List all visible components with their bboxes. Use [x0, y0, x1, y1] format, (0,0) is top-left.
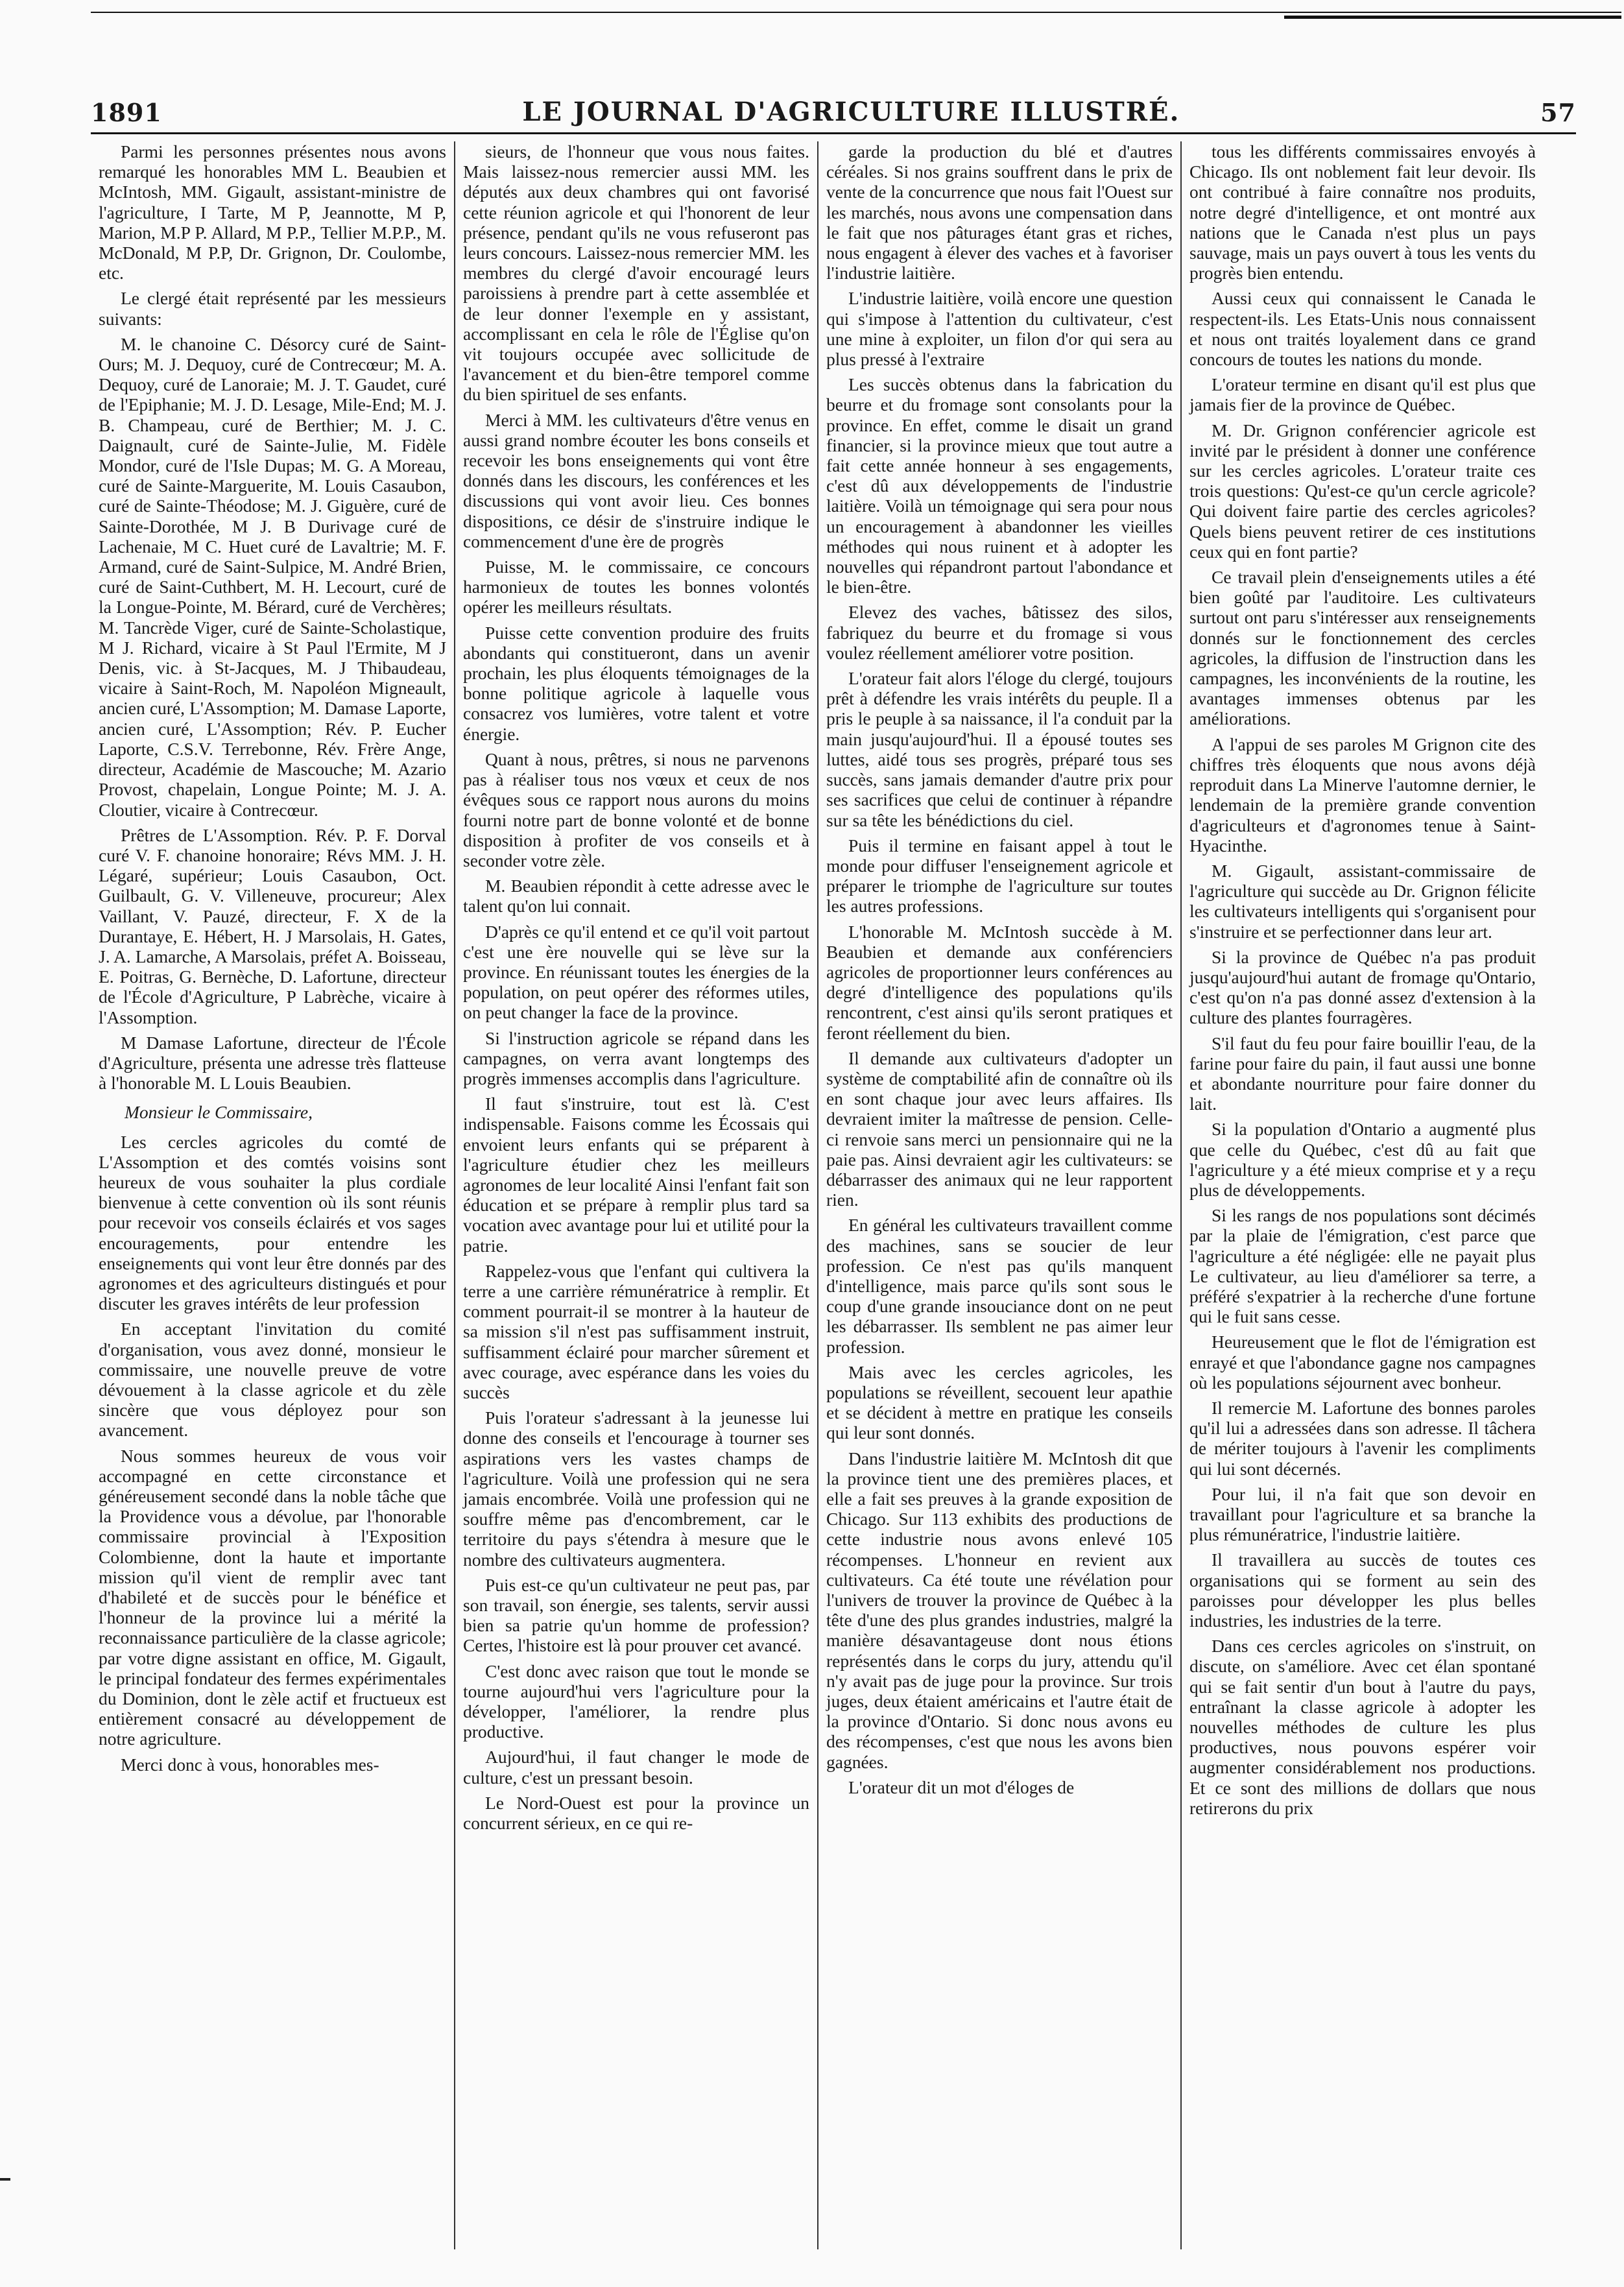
header-rule — [91, 132, 1576, 134]
paragraph: Le Nord-Ouest est pour la province un concurrent sérieux, en ce qui re- — [463, 1792, 809, 1834]
paragraph: Dans l'industrie laitière M. McIntosh dit que la province tient une des premières places, et elle a fait ses preuves à la grande exposition de Chicago. Sur 113 exhibits des productions de cette industrie nous avons enlevé 105 récompenses. L'honneur en revient aux cultivateurs. Ca été toute une révélation pour l'univers de trouver la province de Québec à la tête d'une des plus grandes industries, malgré la manière désavantageuse dont nous étions représentés dans le corps du jury, attendu qu'il n'y avait pas de juge pour la province. Sur trois juges, deux étaient américains et l'autre était de la province d'Ontario. Si donc nous avons eu des récompenses, c'est que nous les avons bien gagnées. — [826, 1448, 1173, 1772]
paragraph: M. le chanoine C. Désorcy curé de Saint-Ours; M. J. Dequoy, curé de Contrecœur; M. A. Dequoy, curé de Lanoraie; M. J. T. Gaudet, curé de l'Epiphanie; M. J. D. Lesage, Mile-End; M. J. B. Champeau, curé de Berthier; M. J. C. Daignault, curé de Sainte-Julie, M. Fidèle Mondor, curé de l'Isle Dupas; M. G. A Moreau, curé de Sainte-Marguerite, M. Louis Casaubon, curé de Sainte-Théodose; M. J. Giguère, curé de Sainte-Dorothée, M J. B Durivage curé de Lachenaie, M C. Huet curé de Lavaltrie; M. F. Armand, curé de Saint-Sulpice, M. André Brien, curé de Saint-Cuthbert, M. H. Lecourt, curé de la Longue-Pointe, M. Bérard, curé de Verchères; M. Tancrède Viger, curé de Sainte-Scholastique, M J. Richard, vicaire à St Paul l'Ermite, M J Denis, vic. à St-Jacques, M. J Thibaudeau, vicaire à Saint-Roch, M. Napoléon Migneault, ancien curé, L'Assomption; M. Damase Laporte, ancien curé, L'Assomption; Rév. P. Eucher Laporte, C.S.V. Terrebonne, Rév. Frère Ange, directeur, Académie de Mascouche; M. Azario Provost, chapelain, Longue Pointe; M. J. A. Cloutier, vicaire à Contrecœur. — [99, 333, 446, 820]
paragraph: Aussi ceux qui connaissent le Canada le respectent-ils. Les Etats-Unis nous connaissent et nous ont traités loyalement dans ce grand concours de toutes les nations du monde. — [1189, 288, 1536, 370]
column-2 — [454, 141, 817, 2249]
paragraph: Si l'instruction agricole se répand dans les campagnes, on verra avant longtemps des progrès immenses accomplis dans l'agriculture. — [463, 1027, 809, 1088]
paragraph: Ce travail plein d'enseignements utiles a été bien goûté par l'auditoire. Les cultivateurs surtout ont paru s'intéresser aux renseignements donnés sur le fonctionnement des cercles agricoles, la diffusion de l'instruction dans les campagnes, les inconvénients de la routine, les avantages immenses obtenus par les améliorations. — [1189, 567, 1536, 729]
paragraph: Le clergé était représenté par les messieurs suivants: — [99, 288, 446, 329]
paragraph: Quant à nous, prêtres, si nous ne parvenons pas à réaliser tous nos vœux et ceux de nos évêques sous ce rapport nous aurons du moins fourni notre part de bonne volonté et de bonne disposition à profiter de vos conseils et à seconder votre zèle. — [463, 748, 809, 870]
paragraph: Parmi les personnes présentes nous avons remarqué les honorables MM L. Beaubien et McIntosh, MM. Gigault, assistant-ministre de l'agriculture, I Tarte, M P, Jeannotte, M P, Marion, M.P P. Allard, M P.P., Tellier M.P.P., M. McDonald, M P.P, Dr. Grignon, Dr. Coulombe, etc. — [99, 141, 446, 283]
page-number: 57 — [1540, 98, 1576, 127]
paragraph: En général les cultivateurs travaillent comme des machines, sans se soucier de leur profession. Ce n'est pas qu'ils manquent d'intelligence, mais parce qu'ils sont sous le coup d'une grande insouciance dont on ne peut les débarrasser. Ils semblent ne pas aimer leur profession. — [826, 1215, 1173, 1357]
paragraph: sieurs, de l'honneur que vous nous faites. Mais laissez-nous remercier aussi MM. les députés aux deux chambres qui ont favorisé cette réunion agricole et qui l'honorent de leur présence, pendant qu'ils ne vous refuseront pas leurs concours. Laissez-nous remercier MM. les membres du clergé d'avoir encouragé leurs paroissiens à prendre part à cette assemblée et de leur donner l'exemple en y assistant, accomplissant en cela le rôle de l'Église qu'on vit toujours occupée avec sollicitude de l'avancement et du bien-être temporel comme du bien spirituel de ses enfants. — [463, 141, 809, 405]
paragraph: Merci donc à vous, honorables mes- — [121, 1754, 379, 1775]
paragraph: L'orateur fait alors l'éloge du clergé, toujours prêt à défendre les vrais intérêts du peuple. Il a pris le peuple à sa naissance, il l'a conduit par la main jusqu'aujourd'hui. Il a épousé toutes ses luttes, aidé tous ses progrès, préparé tous ses succès, sans jamais demander d'autre prix pour ses sacrifices que celui de continuer à répandre sur sa tête les bénédictions du ciel. — [826, 668, 1173, 830]
paragraph: Puis est-ce qu'un cultivateur ne peut pas, par son travail, son énergie, ses talents, servir aussi bien sa patrie qu'un homme de profession? Certes, l'histoire est là pour prouver cet avancé. — [463, 1574, 809, 1656]
paragraph: Puisse, M. le commissaire, ce concours harmonieux de toutes les bonnes volontés opérer les meilleurs résultats. — [463, 557, 809, 617]
paragraph: Il travaillera au succès de toutes ces organisations qui se forment au sein des paroisses pour développer les plus belles industries, les industries de la terre. — [1189, 1550, 1536, 1631]
paragraph: M. Gigault, assistant-commissaire de l'agriculture qui succède au Dr. Grignon félicite les cultivateurs intelligents qui s'organisent pour s'instruire et se perfectionner dans leur art. — [1189, 860, 1536, 942]
paragraph: Pour lui, il n'a fait que son devoir en travaillant pour l'agriculture et sa branche la plus rémunératrice, l'industrie laitière. — [1189, 1483, 1536, 1545]
paragraph: Il remercie M. Lafortune des bonnes paroles qu'il lui a adressées dans son adresse. Il tâchera de mériter toujours à l'avenir les compliments qui lui sont décernés. — [1189, 1397, 1536, 1479]
paragraph: Les cercles agricoles du comté de L'Assomption et des comtés voisins sont heureux de vous souhaiter la plus cordiale bienvenue à cette convention où ils sont réunis pour recevoir vos conseils éclairés et vos sages encouragements, pour entendre les enseignements qui vont leur être donnés par des agronomes et des agriculteurs distingués et pour discuter les graves intérêts de leur profession — [99, 1131, 446, 1314]
paragraph: Si les rangs de nos populations sont décimés par la plaie de l'émigration, c'est parce que l'agriculture a été négligée: elle ne payait plus Le cultivateur, au lieu d'améliorer sa terre, a préféré s'expatrier à la recherche d'une fortune qui le fuit sans cesse. — [1189, 1205, 1536, 1327]
margin-mark — [0, 2178, 10, 2181]
column-3 — [817, 141, 1180, 2249]
paragraph: Puisse cette convention produire des fruits abondants qui constitueront, dans un avenir prochain, les plus éloquents témoignages de la bonne politique agricole à laquelle vous consacrez vos lumières, votre talent et votre énergie. — [463, 622, 809, 744]
top-frame-rule — [91, 12, 1621, 13]
paragraph: Puis il termine en faisant appel à tout le monde pour diffuser l'enseignement agricole et préparer le triomphe de l'agriculture sur toutes les autres professions. — [826, 835, 1173, 916]
paragraph: Il faut s'instruire, tout est là. C'est indispensable. Faisons comme les Écossais qui envoient leurs enfants qui se préparent à l'agriculture étudier chez les meilleurs agronomes de leur localité Ainsi l'enfant fait son éducation et se prépare à remplir plus tard sa vocation avec avantage pour lui et utilité pour la patrie. — [463, 1094, 809, 1256]
paragraph: Si la province de Québec n'a pas produit jusqu'aujourd'hui autant de fromage qu'Ontario, c'est qu'on n'a pas donné assez d'extension à la culture des plantes fourragères. — [1189, 946, 1536, 1028]
paragraph: Nous sommes heureux de vous voir accompagné en cette circonstance et généreusement secondé dans la noble tâche que la Providence vous a dévolue, par l'honorable commissaire provincial à l'Exposition Colombienne, dont la haute et importante mission qu'il vient de remplir avec tant d'habileté et de succès pour le bénéfice et l'honneur de la province lui a mérité la reconnaissance particulière de la classe agricole; par votre digne assistant en office, M. Gigault, le principal fondateur des fermes expérimentales du Dominion, dont le zèle actif et fructueux est entièrement consacré au développement de notre agriculture. — [99, 1445, 446, 1749]
column-4 — [1180, 141, 1544, 2249]
paragraph: Merci à MM. les cultivateurs d'être venus en aussi grand nombre écouter les bons conseils et recevoir les bons enseignements qui vont être donnés dans les discours, les conférences et les discussions qui vont avoir lieu. Ces bonnes dispositions, ce désir de s'instruire indique le commencement d'une ère de progrès — [463, 409, 809, 551]
paragraph: Si la population d'Ontario a augmenté plus que celle du Québec, c'est dû au fait que l'agriculture y a été mieux comprise et y a reçu plus de développements. — [1189, 1119, 1536, 1200]
top-right-frame-rule — [1284, 16, 1621, 19]
paragraph: En acceptant l'invitation du comité d'organisation, vous avez donné, monsieur le commissaire, une nouvelle preuve de votre dévouement à la classe agricole et du zèle sincère que vous déployez pour son avancement. — [99, 1319, 446, 1441]
paragraph: S'il faut du feu pour faire bouillir l'eau, de la farine pour faire du pain, il faut aussi une bonne et abondante nourriture pour faire donner du lait. — [1189, 1033, 1536, 1114]
paragraph: L'honorable M. McIntosh succède à M. Beaubien et demande aux conférenciers agricoles de proportionner leurs conférences au degré d'intelligence des populations qu'ils rencontrent, c'est ainsi qu'ils seront pratiques et feront réellement du bien. — [826, 921, 1173, 1043]
paragraph: A l'appui de ses paroles M Grignon cite des chiffres très éloquents que nous avons déjà reproduit dans La Minerve l'automne dernier, le lendemain de la première grande convention d'agriculteurs et d'agronomes tenue à Saint-Hyacinthe. — [1189, 734, 1536, 856]
journal-title: LE JOURNAL D'AGRICULTURE ILLUSTRÉ. — [522, 97, 1180, 127]
paragraph: Les succès obtenus dans la fabrication du beurre et du fromage sont consolants pour la province. En effet, comme le disait un grand financier, si la province mieux que tout autre a fait cette année honneur à ses engagements, c'est dû aux développements de l'industrie laitière. Voilà un témoignage qui sera pour nous un encouragement à abandonner les vieilles méthodes qui nous ruinent et à adopter les nouvelles qui répandront partout l'abondance et le bien-être. — [826, 374, 1173, 597]
salutation: Monsieur le Commissaire, — [125, 1102, 313, 1123]
paragraph: Heureusement que le flot de l'émigration est enrayé et que l'abondance gagne nos campagnes où les populations séjournent avec bonheur. — [1189, 1332, 1536, 1393]
paragraph: M. Dr. Grignon conférencier agricole est invité par le président à donner une conférence sur les cercles agricoles. L'orateur traite ces trois questions: Qu'est-ce qu'un cercle agricole? Qui doivent faire partie des cercles agricoles? Quels biens peuvent retirer de ces institutions ceux qui en font partie? — [1189, 420, 1536, 562]
paragraph: Dans ces cercles agricoles on s'instruit, on discute, on s'améliore. Avec cet élan spontané qui se fait sentir d'un bout à l'autre du pays, entraînant la classe agricole à adopter les nouvelles méthodes de culture les plus productives, nous pouvons espérer voir augmenter considérablement nos productions. Et ce sont des millions de dollars que nous retirerons du prix — [1189, 1636, 1536, 1818]
paragraph: Rappelez-vous que l'enfant qui cultivera la terre a une carrière rémunératrice à remplir. Et comment pourrait-il se montrer à la hauteur de sa mission s'il n'est pas suffisamment instruit, suffisamment éclairé pour marcher sûrement et avec courage, avec espérance dans les voies du succès — [463, 1260, 809, 1402]
column-1 — [91, 141, 454, 2249]
article-columns — [91, 141, 1576, 2249]
paragraph: Aujourd'hui, il faut changer le mode de culture, c'est un pressant besoin. — [463, 1747, 809, 1788]
paragraph: D'après ce qu'il entend et ce qu'il voit partout c'est une ère nouvelle qui se lève sur la province. En réunissant toutes les énergies de la population, on peut opérer des réformes utiles, on peut changer la face de la province. — [463, 921, 809, 1023]
paragraph: Prêtres de L'Assomption. Rév. P. F. Dorval curé V. F. chanoine honoraire; Révs MM. J. H. Légaré, supérieur; Louis Casaubon, Oct. Guilbault, G. V. Villeneuve, procureur; Alex Vaillant, V. Pauzé, directeur, F. X de la Durantaye, E. Hébert, H. J Marsolais, H. Gates, J. A. Lamarche, A Marsolais, préfet A. Boisseau, E. Poitras, G. Bernèche, D. Lafortune, directeur de l'École d'Agriculture, P Labrèche, vicaire à l'Assomption. — [99, 824, 446, 1027]
paragraph: L'industrie laitière, voilà encore une question qui s'impose à l'attention du cultivateur, c'est une mine à exploiter, un filon d'or qui sera au plus pressé à l'extraire — [826, 288, 1173, 370]
paragraph: M Damase Lafortune, directeur de l'École d'Agriculture, présenta une adresse très flatteuse à l'honorable M. L Louis Beaubien. — [99, 1032, 446, 1094]
paragraph: M. Beaubien répondit à cette adresse avec le talent qu'on lui connait. — [463, 876, 809, 916]
paragraph: Elevez des vaches, bâtissez des silos, fabriquez du beurre et du fromage si vous voulez réellement améliorer votre position. — [826, 602, 1173, 663]
paragraph: L'orateur termine en disant qu'il est plus que jamais fier de la province de Québec. — [1189, 374, 1536, 415]
paragraph: tous les différents commissaires envoyés à Chicago. Ils ont noblement fait leur devoir. Ils ont contribué à faire connaître nos produits, notre degré d'intelligence, et ont montré aux nations que le Canada n'est plus un pays sauvage, mais un pays ouvert à tous les vents du progrès bien entendu. — [1189, 141, 1536, 283]
paragraph: L'orateur dit un mot d'éloges de — [848, 1777, 1075, 1797]
paragraph: Mais avec les cercles agricoles, les populations se réveillent, secouent leur apathie et se décident à mettre en pratique les conseils qui leur sont donnés. — [826, 1361, 1173, 1443]
paragraph: Il demande aux cultivateurs d'adopter un système de comptabilité afin de connaître où ils en sont chaque jour avec leurs affaires. Ils devraient imiter la maîtresse de pension. Celle-ci renvoie sans merci un pensionnaire qui ne la paie pas. Ainsi devraient agir les cultivateurs: se débarrasser des animaux qui ne leur rapportent rien. — [826, 1048, 1173, 1210]
paragraph: garde la production du blé et d'autres céréales. Si nos grains souffrent dans le prix de vente de la concurrence que nous fait l'Ouest sur les marchés, nous avons une compensation dans le fait que nos pâturages étant gras et riches, nous engagent à élever des vaches et à favoriser l'industrie laitière. — [826, 141, 1173, 283]
header-year: 1891 — [91, 98, 162, 127]
paragraph: C'est donc avec raison que tout le monde se tourne aujourd'hui vers l'agriculture pour la développer, l'améliorer, la rendre plus productive. — [463, 1660, 809, 1742]
page-header — [91, 84, 1576, 127]
paragraph: Puis l'orateur s'adressant à la jeunesse lui donne des conseils et l'encourage à tourner ses aspirations vers les vastes champs de l'agriculture. Voilà une profession qui ne sera jamais encombrée. Voilà une profession qui ne souffre même pas d'encombrement, car le territoire du pays s'étendra à mesure que le nombre des cultivateurs augmentera. — [463, 1407, 809, 1570]
